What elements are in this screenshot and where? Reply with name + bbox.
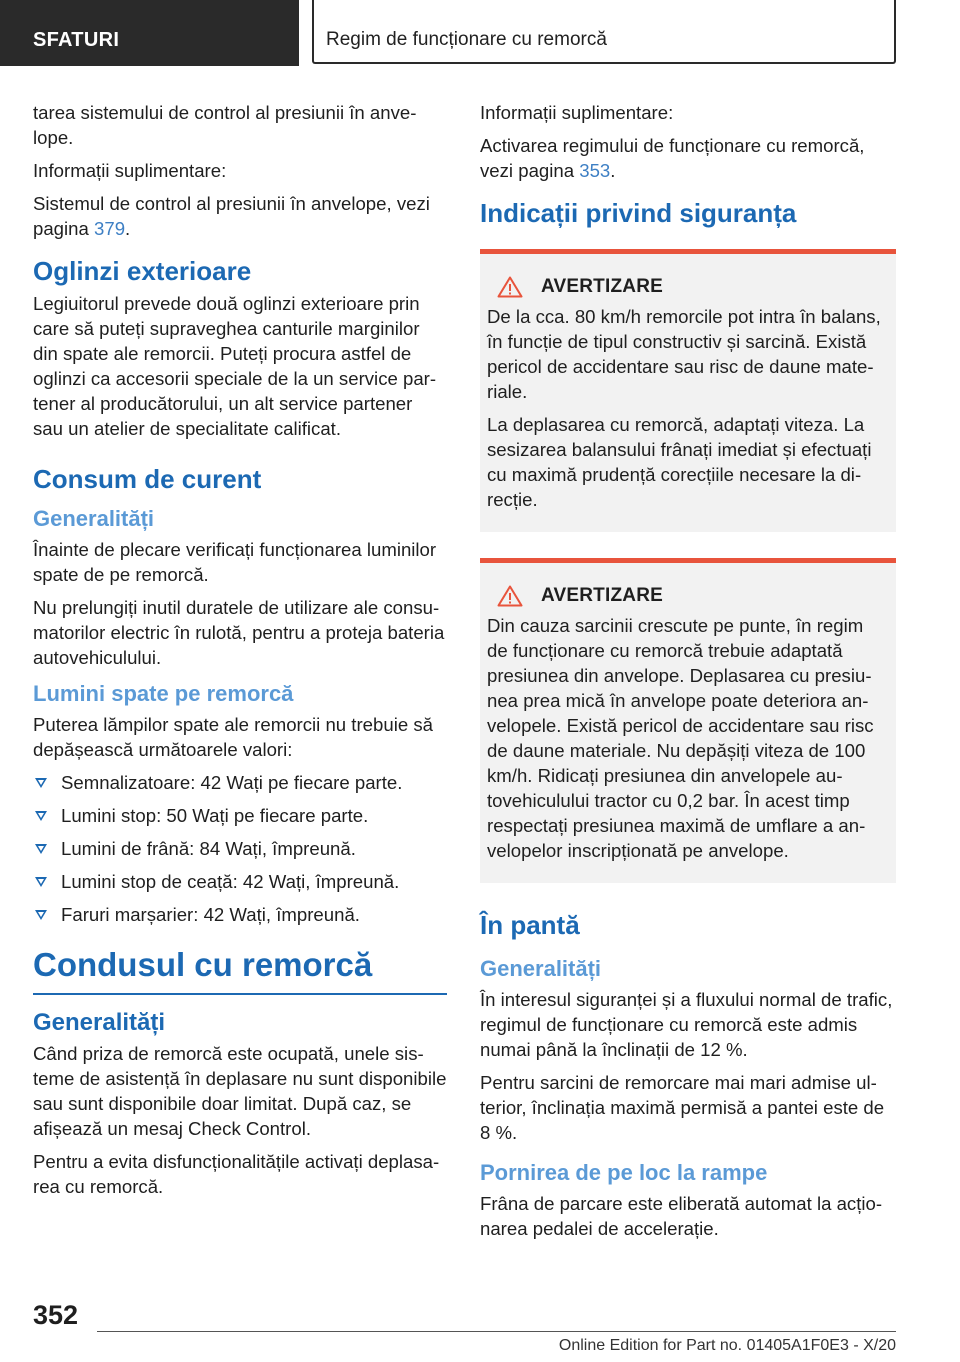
- paragraph: Legiuitorul prevede două oglinzi exterioare prin care să puteți supraveghea canturile marginilor din spate ale remorcii. Puteți procura astfel de oglinzi ca accesorii speciale de la un service partener al producătorului, un alt service partener sau un atelier de specialitate calificat.: [33, 293, 437, 439]
- paragraph: Frâna de parcare este eliberată automat la acționarea pedalei de accelerație.: [480, 1193, 883, 1239]
- paragraph: Informații suplimentare:: [33, 160, 227, 181]
- heading-driving: Condusul cu remorcă: [33, 945, 447, 995]
- subheading-general: Generalități: [33, 1009, 166, 1036]
- warning-header: [487, 276, 888, 298]
- warning-box: [480, 249, 896, 532]
- warning-title: AVERTIZARE: [541, 585, 663, 606]
- list-item: Lumini de frână: 84 Wați, împreună.: [33, 836, 447, 861]
- paragraph: La deplasarea cu remorcă, adaptați viteza. La sesizarea balansului frânați imediat și efectuați cu maximă prudență corecțiile necesare la direcție.: [487, 414, 872, 510]
- paragraph: În interesul siguranței și a fluxului normal de trafic, regimul de funcționare cu remorcă este admis numai până la înclinații de 12 %.: [480, 989, 893, 1060]
- heading-safety: Indicații privind siguranța: [480, 198, 797, 228]
- list-item: Faruri marșarier: 42 Wați, împreună.: [33, 902, 447, 927]
- left-column: [33, 100, 447, 1207]
- paragraph: Nu prelungiți inutil duratele de utilizare ale consumatorilor electric în rulotă, pentru a proteja bateria autovehiculului.: [33, 597, 445, 668]
- paragraph: Informații suplimentare:: [480, 102, 674, 123]
- paragraph: Înainte de plecare verificați funcționarea luminilor spate de pe remorcă.: [33, 539, 437, 585]
- heading-mirrors: Oglinzi exterioare: [33, 256, 252, 286]
- paragraph: De la cca. 80 km/h remorcile pot intra în balans, în funcție de tipul constructiv și sarcină. Există pericol de accidentare sau risc de daune materiale.: [487, 306, 881, 402]
- footer-divider: [97, 1331, 896, 1332]
- paragraph: Activarea regimului de funcționare cu remorcă, vezi pagina 353.: [480, 135, 865, 181]
- paragraph: Sistemul de control al presiunii în anvelope, vezi pagina 379.: [33, 193, 430, 239]
- triangle-bullet-icon: [35, 811, 47, 821]
- subheading-lights: Lumini spate pe remorcă: [33, 681, 294, 706]
- edition-footer: Online Edition for Part no. 01405A1F0E3 - X/20: [558, 1337, 896, 1354]
- warning-title: AVERTIZARE: [541, 276, 663, 297]
- warning-box: [480, 558, 896, 883]
- page-link-353[interactable]: 353: [579, 160, 611, 181]
- page-header: [0, 0, 960, 66]
- list-item: Lumini stop de ceață: 42 Wați, împreună.: [33, 869, 447, 894]
- list-item: Lumini stop: 50 Wați pe fiecare parte.: [33, 803, 447, 828]
- paragraph: Pentru a evita disfuncționalitățile activați deplasarea cu remorcă.: [33, 1151, 440, 1197]
- subheading-general: Generalități: [33, 506, 155, 531]
- triangle-bullet-icon: [35, 844, 47, 854]
- paragraph: tarea sistemului de control al presiunii în anvelope.: [33, 102, 417, 148]
- section-tab: [0, 0, 299, 66]
- warning-triangle-icon: [497, 585, 523, 607]
- warning-header: [487, 585, 888, 607]
- right-column: [480, 100, 896, 1249]
- paragraph: Când priza de remorcă este ocupată, unele sisteme de asistență în deplasare nu sunt disponibile sau sunt disponibile doar limitat. După caz, se afișează un mesaj Check Control.: [33, 1043, 447, 1139]
- paragraph: Pentru sarcini de remorcare mai mari admise ulterior, înclinația maximă permisă a pantei este de 8 %.: [480, 1072, 885, 1143]
- subheading-ramp: Pornirea de pe loc la rampe: [480, 1160, 768, 1185]
- page-number: 352: [33, 1300, 79, 1330]
- triangle-bullet-icon: [35, 910, 47, 920]
- list-item: Semnalizatoare: 42 Wați pe fiecare parte.: [33, 770, 447, 795]
- triangle-bullet-icon: [35, 778, 47, 788]
- paragraph: Din cauza sarcinii crescute pe punte, în regim de funcționare cu remorcă trebuie adaptată presiunea din anvelope. Deplasarea cu presiunea prea mică în anvelope poate deteriora anvelopele. Există pericol de accidentare sau risc de daune materiale. Nu depășiți viteza de 100 km/h. Ridicați presiunea din anvelopele autovehiculului tractor cu 0,2 bar. În acest timp respectați presiunea maximă de umflare a anvelopelor inscripționată pe anvelope.: [487, 615, 874, 861]
- section-label: SFATURI: [33, 29, 120, 51]
- paragraph: Puterea lămpilor spate ale remorcii nu trebuie să depășească următoarele valori:: [33, 714, 433, 760]
- warning-triangle-icon: [497, 276, 523, 298]
- heading-power: Consum de curent: [33, 464, 262, 494]
- chapter-title: Regim de funcționare cu remorcă: [326, 29, 607, 50]
- chapter-title-box: [312, 0, 896, 64]
- heading-slope: În pantă: [480, 910, 580, 940]
- subheading-general: Generalități: [480, 956, 602, 981]
- page-link-379[interactable]: 379: [94, 218, 126, 239]
- bullet-list: [33, 770, 447, 927]
- triangle-bullet-icon: [35, 877, 47, 887]
